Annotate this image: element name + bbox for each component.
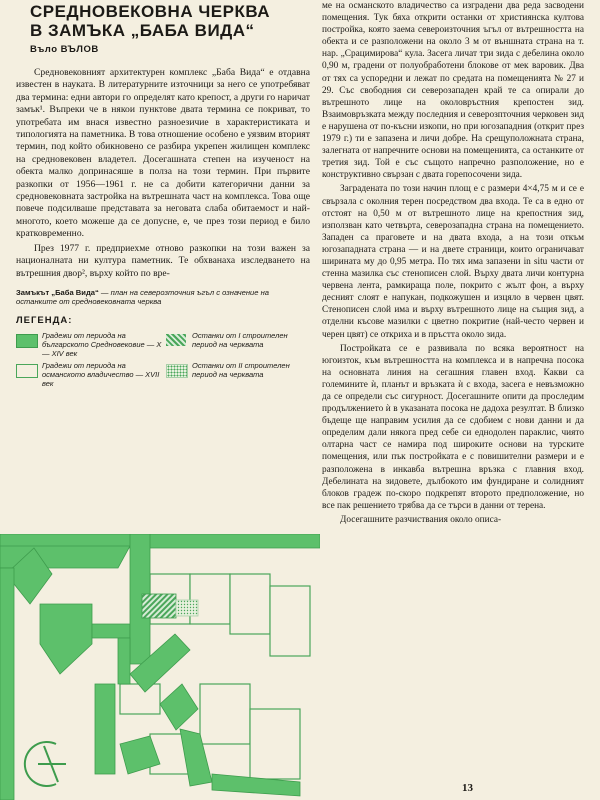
title-line-1: СРЕДНОВЕКОВНА ЧЕРКВА	[30, 2, 271, 21]
left-paragraph-2: През 1977 г. предприехме отново разкопки на този важен за националната ни култура паметник. Те обхванаха изследването на вътрешния двор², върху който по вре-	[16, 242, 310, 279]
legend-swatch-period-1	[166, 334, 186, 346]
right-paragraph-1: ме на османското владичество са изградени два реда засводени помещения. Тук бяха открити останки от християнска култова постройка, която заема североизточния ъгъл от вътрешността на обекта и се разположени на около 3 м от външната страна на т. нар. „Срацимирова“ кула. Засега личат три зида с дебелина около 0,90 м, градени от полуобработени блокове от мек варовик. Два от тях са успоредни и лежат по средата на помещенията № 27 и 29. Със свободния си северозападен край те са опирали до вътрешното лице на околовръстния крепостен зид. Взаимовръзката между последния и северозпточния черковен зид е нарушена от по-късни изкопи, но при югозападния (открит през 1979 г.) ти е запазена и личи добре. На срещуположната страна, залегната от напречните основи на помещенията, са останките от третия зид. Той е със същото напречно разположение, но е конструктивно свързан с двата горепосочени зида.	[322, 1, 584, 181]
legend-item-bulgarian: Градежи от периода на българското Средновековие — X — XIV век	[42, 330, 162, 358]
legend-swatch-bulgarian	[16, 334, 38, 348]
right-column	[322, 0, 584, 528]
legend-item-period-1: Останки от I строителен период на черквата	[192, 330, 288, 349]
legend	[16, 332, 310, 396]
right-paragraph-4: Досегашните разчиствания около описа-	[340, 514, 502, 525]
north-arrow-icon	[25, 742, 66, 786]
castle-plan-drawing	[0, 534, 320, 800]
legend-item-ottoman: Градежи от периода на османското владичество — XVII век	[42, 360, 160, 388]
caption-label: Замъкът „Баба Вида“	[16, 287, 99, 297]
legend-item-period-2: Останки от II строителен период на черквата	[192, 360, 290, 379]
title-line-2: В ЗАМЪКА „БАБА ВИДА“	[30, 21, 255, 40]
author-name: Въло ВЪЛОВ	[30, 44, 99, 55]
plan-caption	[16, 288, 310, 307]
page-number: 13	[462, 782, 473, 794]
legend-swatch-ottoman	[16, 364, 38, 378]
legend-title: ЛЕГЕНДА:	[16, 314, 73, 326]
right-paragraph-2: Заградената по този начин площ е с размери 4×4,75 м и се е свързала с околния терен посредством два входа. Те са в едно от отстоят на 0,50 м от вътрешното лице на крепостния зид, използван като четвърта, северозападна страна на помещението. Западен са праговете и на двата входа, а на този откъм югозападната страна — и на двете страници, които ограничават ширината му до 0,95 метра. По тях има запазени in situ части от стенна мазилка със стенописен слой. Върху двата личи контурна червена лента, рамкираща поле, покрито с жълт фон, а върху десният слоят е напукан, подкожушен и изцяло в червен цвят. Стенописен слой има и върху вътрешното лице на същия зид, а отделни късове мазилки с цветно покритие (най-често червен и черен цвят) се откриха и в пръстта около зида.	[322, 184, 584, 340]
legend-swatch-period-2	[166, 364, 188, 378]
caption-text: — план на северозточния ъгъл с означение на останките от средновековната черква	[16, 287, 269, 307]
right-paragraph-3: Постройката се е развивала по всяка вероятност на югоизток, към вътрешността на комплекса и в напречна посока на основната линия на сегашния главен вход. Какви са големините ѝ, планът и връзката ѝ с входа, засега е невъзможно да се определи със сигурност. Досегашните опити да проследим продължението ѝ в указаната посока не дадоха резултат. В близко бъдеще ще направим усилия да се сдобием с нови данни и да определим дали някога пред себе си еднодолен параклис, чиято олтарна част се намира под широките основи на турските помещения, или пък постройката е с повишителни размери и е разположена в инкавба вътрешна връзка с главния вход. Дебелината на зидовете, дълбокото им фундиране и солидният блоков градеж по-скоро подкрепят второто предположение, но все пак решението трябва да се търси в данни от терена.	[322, 343, 584, 511]
article-title	[30, 2, 310, 40]
left-paragraph-1: Средновековният архитектурен комплекс „Баба Вида“ е отдавна известен в науката. В литературните източници за него се употребяват два термина: едни автори го определят като крепост, а други го наричат замък¹. Въпреки че в някои пунктове двата термина се покриват, то употребата им внася известно разноезичие в характеристиката и типологията на паметника. В това отношение особено е уязвим вторият термин, под който обикновено се разбира укрепен жилищен комплекс на средновековен владетел. Досегашната степен на изученост на обекта малко допринасяше в полза на този термин. При първите разкопки от 1956—1961 г. не са добити категорични данни за средновековната застройка на вътрешната част на комплекса. Това още повече подсилваше представата за неговата слаба обитаемост и най-многото, което можеше да се допусне, е, че през този период е било кратковременно.	[16, 67, 310, 240]
left-column	[16, 0, 310, 396]
